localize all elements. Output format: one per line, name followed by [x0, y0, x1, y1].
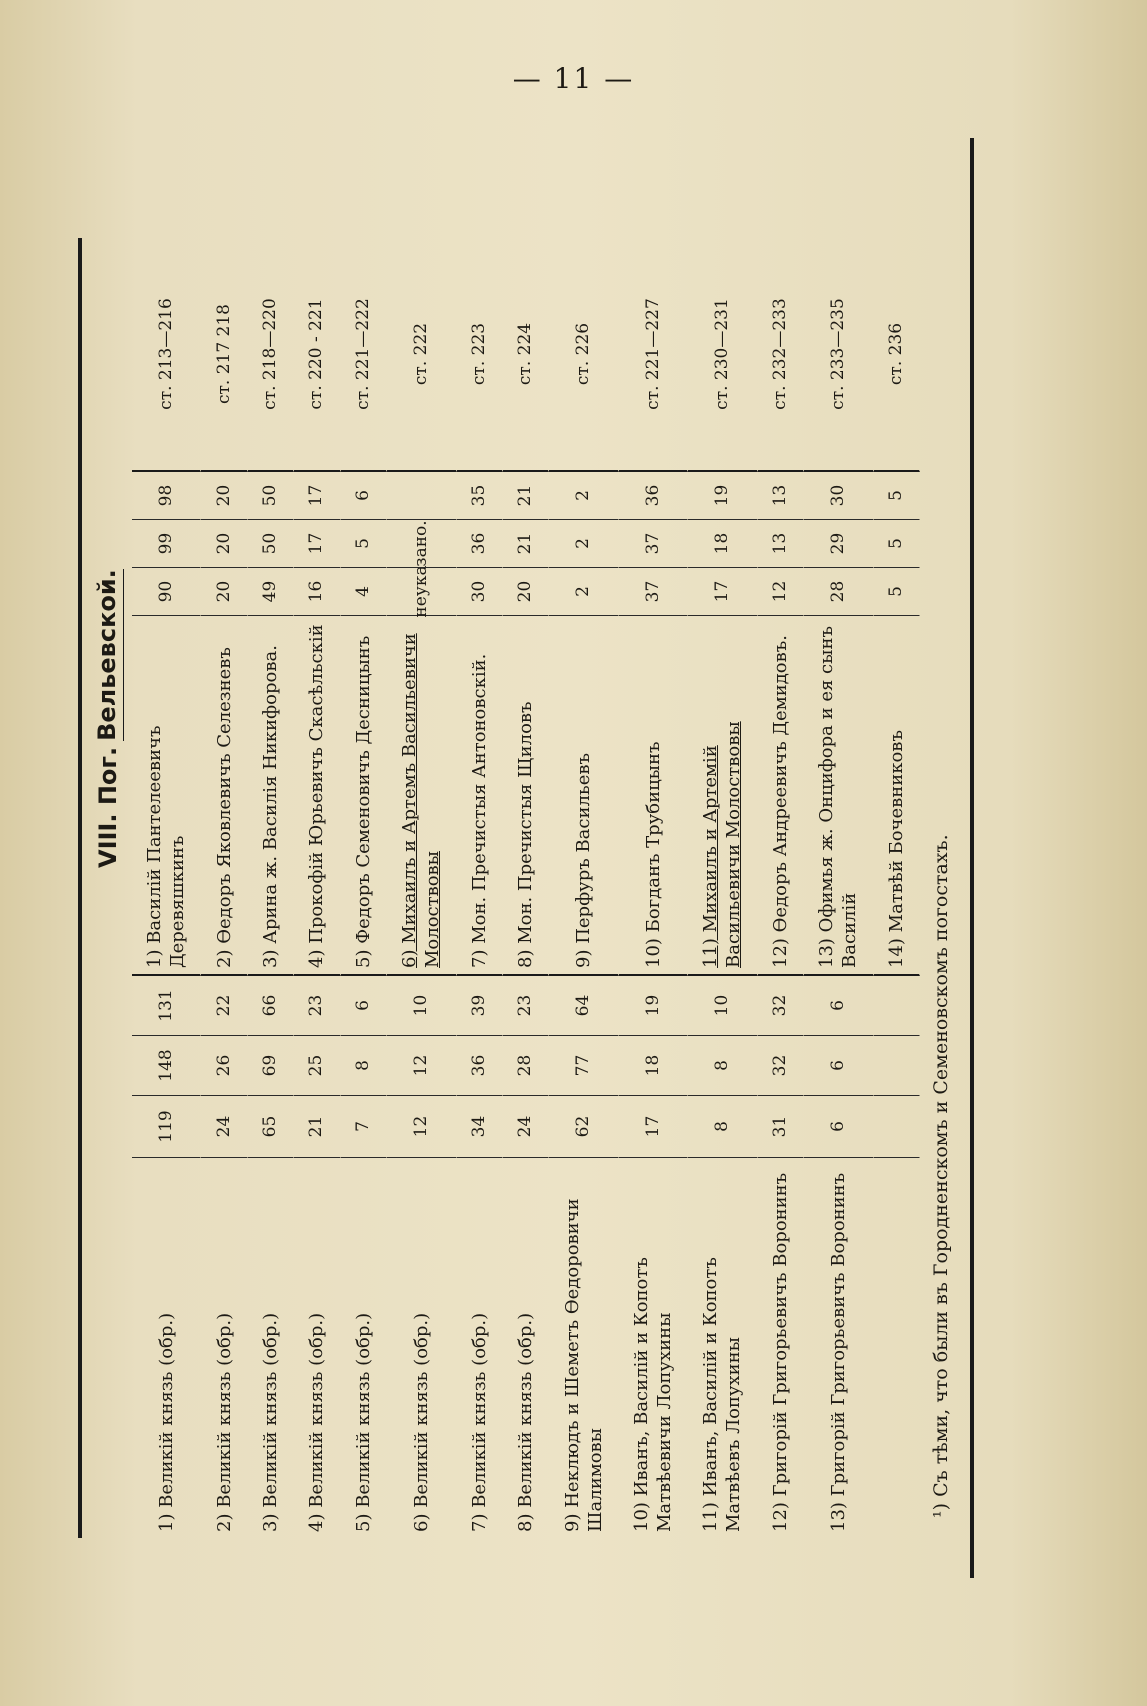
holder-cell: 2) Ѳедоръ Яковлевичъ Селезневъ [201, 616, 247, 976]
rotated-table-area [20, 138, 975, 1578]
count-a-cell: 24 [201, 1096, 247, 1158]
count-a-cell: 24 [503, 1096, 549, 1158]
owner-cell: 8) Великій князь (обр.) [515, 1312, 537, 1532]
count-b-cell: 36 [457, 1036, 503, 1096]
count-e-cell: зано. [387, 520, 456, 568]
count-e-cell: 50 [248, 520, 294, 568]
count-f-cell: 13 [758, 472, 804, 520]
count-c-cell: 39 [457, 976, 503, 1036]
count-d-cell: 49 [248, 568, 294, 616]
owner-cell: 5) Великій князь (обр.) [352, 1312, 374, 1532]
count-d-cell: 30 [457, 568, 503, 616]
count-f-cell: 21 [503, 472, 549, 520]
owner-cell: 4) Великій князь (обр.) [306, 1312, 328, 1532]
holder-cell: 4) Прокофій Юрьевичъ Скасѣльскій [294, 616, 340, 976]
top-rule [78, 238, 82, 1538]
count-c-cell: 23 [503, 976, 549, 1036]
count-e-cell: 13 [758, 520, 804, 568]
reference-cell: ст. 226 [549, 238, 618, 472]
count-b-cell: 12 [387, 1036, 456, 1096]
count-d-cell: 12 [758, 568, 804, 616]
count-e-cell: 99 [132, 520, 201, 568]
count-e-cell: 5 [341, 520, 387, 568]
count-c-cell: 10 [387, 976, 456, 1036]
count-c-cell [874, 976, 920, 1036]
count-f-cell: 50 [248, 472, 294, 520]
count-d-cell: 5 [874, 568, 920, 616]
count-a-cell: 119 [132, 1096, 201, 1158]
count-f-cell: 20 [201, 472, 247, 520]
holder-cell: 7) Мон. Пречистыя Антоновскій. [457, 616, 503, 976]
count-b-cell: 32 [758, 1036, 804, 1096]
holder-cell: 14) Матвѣй Бочевниковъ [874, 616, 920, 976]
reference-cell: ст. 220 - 221 [294, 238, 340, 472]
owner-cell: 10) Иванъ, Василій и Копотъ Матвѣевичи Лопухины [631, 1257, 676, 1532]
count-e-cell: 17 [294, 520, 340, 568]
count-f-cell: 5 [874, 472, 920, 520]
count-f-cell: 6 [341, 472, 387, 520]
reference-cell: ст. 230—231 [688, 238, 757, 472]
owner-cell: 9) Неклюдъ и Шеметъ Ѳедоровичи Шалимовы [561, 1198, 606, 1532]
count-e-cell: 5 [874, 520, 920, 568]
owner-cell: 7) Великій князь (обр.) [468, 1312, 490, 1532]
count-d-cell: 16 [294, 568, 340, 616]
count-b-cell: 8 [688, 1036, 757, 1096]
holder-cell: 10) Богданъ Трубицынъ [619, 616, 688, 976]
count-e-cell: 36 [457, 520, 503, 568]
count-c-cell: 6 [341, 976, 387, 1036]
count-f-cell: 19 [688, 472, 757, 520]
count-c-cell: 32 [758, 976, 804, 1036]
count-c-cell: 19 [619, 976, 688, 1036]
count-d-cell: 4 [341, 568, 387, 616]
count-d-cell: 2 [549, 568, 618, 616]
count-e-cell: 29 [804, 520, 873, 568]
reference-cell: ст. 218—220 [248, 238, 294, 472]
count-c-cell: 10 [688, 976, 757, 1036]
count-d-cell: 17 [688, 568, 757, 616]
count-d-cell: неука [387, 568, 456, 616]
count-c-cell: 131 [132, 976, 201, 1036]
count-c-cell: 22 [201, 976, 247, 1036]
reference-cell: ст. 224 [503, 238, 549, 472]
count-c-cell: 66 [248, 976, 294, 1036]
section-heading [86, 238, 130, 868]
count-a-cell: 34 [457, 1096, 503, 1158]
reference-cell: ст. 232—233 [758, 238, 804, 472]
count-d-cell: 90 [132, 568, 201, 616]
count-b-cell [874, 1036, 920, 1096]
owner-cell: 3) Великій князь (обр.) [260, 1312, 282, 1532]
owner-cell [874, 1158, 920, 1538]
count-b-cell: 77 [549, 1036, 618, 1096]
holder-cell: 3) Арина ж. Василія Никифорова. [248, 616, 294, 976]
heading-numeral: VIII. Пог. [94, 746, 122, 868]
holder-cell: 13) Офимья ж. Онцифора и ея сынъ Василій [804, 616, 873, 976]
count-e-cell: 20 [201, 520, 247, 568]
count-b-cell: 28 [503, 1036, 549, 1096]
holder-cell: 11) Михаилъ и Артемій Васильевичи Молоствовы [688, 616, 757, 976]
count-c-cell: 64 [549, 976, 618, 1036]
count-f-cell: 98 [132, 472, 201, 520]
count-c-cell: 6 [804, 976, 873, 1036]
reference-cell: ст. 213—216 [132, 238, 201, 472]
holder-cell: 8) Мон. Пречистыя Щиловъ [503, 616, 549, 976]
owner-cell: 2) Великій князь (обр.) [213, 1312, 235, 1532]
count-b-cell: 148 [132, 1036, 201, 1096]
count-a-cell: 21 [294, 1096, 340, 1158]
count-a-cell: 31 [758, 1096, 804, 1158]
count-a-cell: 17 [619, 1096, 688, 1158]
count-a-cell: 65 [248, 1096, 294, 1158]
count-d-cell: 28 [804, 568, 873, 616]
count-f-cell: 17 [294, 472, 340, 520]
reference-cell: ст. 221—222 [341, 238, 387, 472]
count-d-cell: 20 [201, 568, 247, 616]
count-f-cell: 36 [619, 472, 688, 520]
owner-cell: 13) Григорій Григорьевичъ Воронинъ [827, 1172, 849, 1532]
count-d-cell: 37 [619, 568, 688, 616]
reference-cell: ст. 223 [457, 238, 503, 472]
count-b-cell: 6 [804, 1036, 873, 1096]
count-a-cell: 8 [688, 1096, 757, 1158]
reference-cell: ст. 217 218 [201, 238, 247, 472]
reference-cell: ст. 236 [874, 238, 920, 472]
count-b-cell: 8 [341, 1036, 387, 1096]
holder-cell: 5) Федоръ Семеновичъ Десницынъ [341, 616, 387, 976]
owner-cell: 6) Великій князь (обр.) [410, 1312, 432, 1532]
reference-cell: ст. 221—227 [619, 238, 688, 472]
count-e-cell: 2 [549, 520, 618, 568]
count-a-cell: 62 [549, 1096, 618, 1158]
count-a-cell: 7 [341, 1096, 387, 1158]
holder-cell: 12) Ѳедоръ Андреевичъ Демидовъ. [758, 616, 804, 976]
register-table [132, 238, 920, 1538]
bottom-rule [970, 138, 974, 1578]
count-b-cell: 25 [294, 1036, 340, 1096]
reference-cell: ст. 233—235 [804, 238, 873, 472]
count-e-cell: 37 [619, 520, 688, 568]
count-d-cell: 20 [503, 568, 549, 616]
owner-cell: 1) Великій князь (обр.) [155, 1312, 177, 1532]
holder-cell: 6) Михаилъ и Артемъ Васильевичи Молоствовы [387, 616, 456, 976]
count-f-cell: 2 [549, 472, 618, 520]
count-c-cell: 23 [294, 976, 340, 1036]
count-a-cell: 6 [804, 1096, 873, 1158]
heading-name: Вельевской. [93, 569, 124, 741]
count-a-cell: 12 [387, 1096, 456, 1158]
reference-cell: ст. 222 [387, 238, 456, 472]
footnote: ¹) Съ тѣми, что были въ Городненскомъ и Семеновскомъ погостахъ. [930, 834, 952, 1518]
holder-cell: 1) Василій Пантелеевичъ Деревяшкинъ [132, 616, 201, 976]
count-f-cell [387, 472, 456, 520]
count-e-cell: 21 [503, 520, 549, 568]
count-e-cell: 18 [688, 520, 757, 568]
count-b-cell: 18 [619, 1036, 688, 1096]
page-number: — 11 — [512, 62, 635, 95]
count-f-cell: 35 [457, 472, 503, 520]
count-b-cell: 26 [201, 1036, 247, 1096]
count-f-cell: 30 [804, 472, 873, 520]
holder-cell: 9) Перфуръ Васильевъ [549, 616, 618, 976]
owner-cell: 12) Григорій Григорьевичъ Воронинъ [769, 1172, 791, 1532]
count-b-cell: 69 [248, 1036, 294, 1096]
count-a-cell [874, 1096, 920, 1158]
owner-cell: 11) Иванъ, Василій и Копотъ Матвѣевъ Лопухины [700, 1257, 745, 1532]
